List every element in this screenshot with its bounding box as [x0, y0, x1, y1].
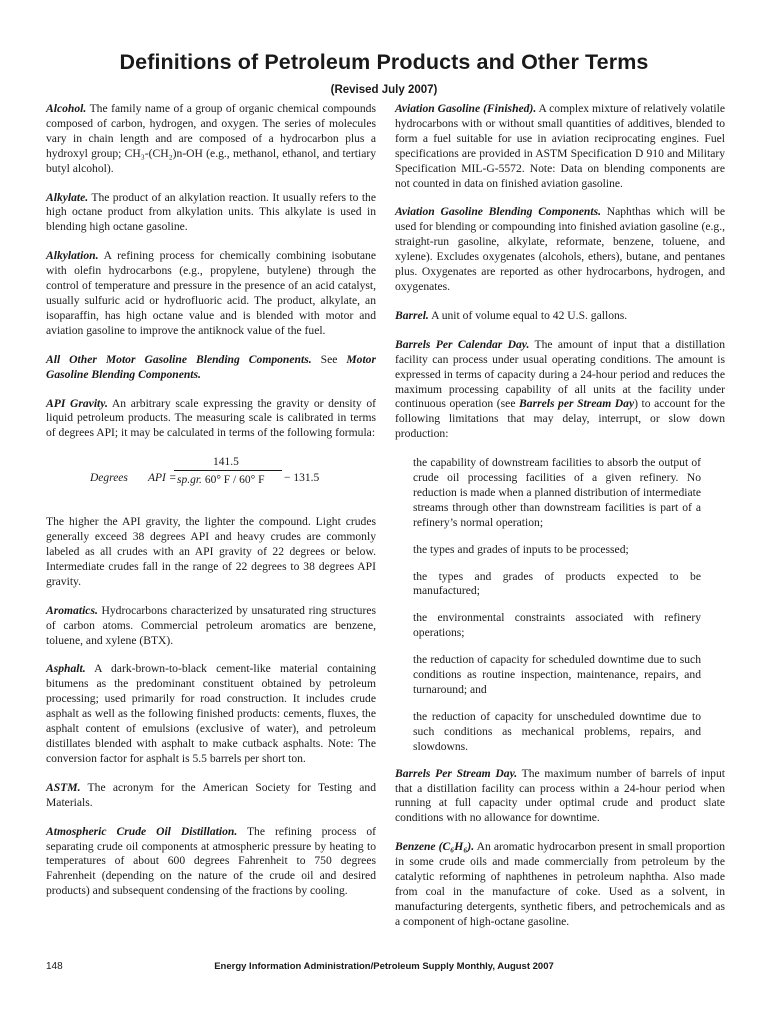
definition-aviation-blending — [395, 205, 725, 294]
term-api-gravity: API Gravity. — [46, 396, 108, 410]
definition-text: A dark-brown-to-black cement-like material containing bitumens as the predominant constituent obtained by petroleum processing; used primarily for road construction. It includes crude asphalt as well as the following finished products: cements, fluxes, the asphalt content of emulsions (exclusive of water), and petroleum distillates blended with asphalt to make cutback asphalts. Note: The conversion factor for asphalt is 5.5 barrels per short ton. — [46, 662, 376, 765]
definition-text: A unit of volume equal to 42 U.S. gallons. — [428, 308, 628, 322]
term-barrels-per-calendar-day: Barrels Per Calendar Day. — [395, 337, 530, 351]
term-alkylation: Alkylation. — [46, 249, 99, 263]
api-gravity-note: The higher the API gravity, the lighter the compound. Light crudes generally exceed 38 degrees API and heavy crudes are commonly labeled as all crudes with an API gravity of 22 degrees or below. Intermediate crudes fall in the range of 22 degrees to 38 degrees API gravity. — [46, 515, 376, 588]
definition-text: The family name of a group of organic chemical compounds composed of carbon, hydrogen, and oxygen. The series of molecules vary in chain length and are composed of a hydrocarbon plus a hydroxyl group; CH₃-(CH₂)n-OH (e.g., methanol, ethanol, and tertiary butyl alcohol). — [46, 102, 376, 175]
limitation-item: the types and grades of products expected to be manufactured; — [413, 569, 701, 598]
definition-benzene — [395, 840, 725, 929]
limitation-item: the reduction of capacity for unscheduled downtime due to such conditions as mechanical problems, repairs, and slowdowns. — [413, 709, 701, 753]
definition-barrels-per-calendar-day — [395, 338, 725, 442]
term-barrels-per-stream-day: Barrels Per Stream Day. — [395, 766, 518, 780]
formula-numerator: 141.5 — [213, 456, 239, 469]
definition-text: The refining process of separating crude oil components at atmospheric pressure by heating to temperatures of about 600 degrees Fahrenheit to 750 degrees Fahrenheit (depending on the nature of the crude oil and desired products) and subsequent condensing of the fractions by cooling. — [46, 824, 376, 898]
page-title: Definitions of Petroleum Products and Other Terms — [119, 50, 649, 74]
formula-temperature: 60° F / 60° F — [201, 474, 265, 487]
definition-text: Naphthas which will be used for blending or compounding into finished aviation gasoline (e.g., straight-run gasoline, alkylate, reformate, benzene, toluene, and xylene). Excludes oxygenates (alcohols, ethers), butane, and pentanes plus. Oxygenates are reported as other hydrocarbons, hydrogen, and oxygenates. — [395, 205, 725, 293]
definition-aromatics — [46, 604, 376, 649]
definition-text: An aromatic hydrocarbon present in small proportion in some crude oils and made commercially from petroleum by the catalytic reforming of naphthenes in petroleum naphtha. Also made from coal in the manufacture of coke. Used as a solvent, in manufacturing detergents, synthetic fibers, and petrochemicals and as a component of high-octane gasoline. — [395, 840, 725, 928]
term-aviation-gasoline: Aviation Gasoline (Finished). — [395, 102, 537, 115]
definition-text: See — [311, 352, 347, 366]
term-alcohol: Alcohol. — [46, 102, 87, 115]
definition-text: The maximum number of barrels of input that a distillation facility can process within a 24-hour period when running at full capacity under optimal crude and product slate conditions with no allowance for downtime. — [395, 766, 725, 825]
definition-text: ) to account for the following limitations that may delay, interrupt, or slow down production: — [395, 397, 725, 441]
definition-text: A refining process for chemically combining isobutane with olefin hydrocarbons (e.g., propylene, butylene) through the control of temperature and pressure in the presence of an acid catalyst, usually sulfuric acid or hydrofluoric acid. The product, alkylate, an isoparaffin, has high octane value and is blended with motor and aviation gasoline to improve the antiknock value of the fuel. — [46, 249, 376, 337]
page-number: 148 — [46, 961, 63, 972]
revision-date: (Revised July 2007) — [330, 84, 438, 96]
term-all-other: All Other Motor Gasoline Blending Components. — [46, 352, 312, 366]
term-benzene: Benzene (C₆H₆). — [395, 840, 475, 854]
formula-denominator — [177, 473, 265, 488]
api-formula — [46, 453, 376, 499]
cross-reference: Motor Gasoline Blending Components. — [46, 352, 376, 381]
definition-alcohol — [46, 102, 376, 177]
formula-sp-gr: sp.gr. — [177, 474, 202, 487]
formula-constant: − 131.5 — [284, 472, 320, 485]
definition-alkylate — [46, 191, 376, 236]
fraction-bar — [174, 470, 282, 471]
right-column — [395, 102, 725, 944]
definition-barrels-per-stream-day — [395, 767, 725, 827]
definition-asphalt — [46, 662, 376, 766]
term-atmospheric-distillation: Atmospheric Crude Oil Distillation. — [46, 824, 238, 838]
definition-all-other — [46, 353, 376, 383]
definition-text: Hydrocarbons characterized by unsaturated ring structures of carbon atoms. Commercial petroleum aromatics are benzene, toluene, and xylene (BTX). — [46, 603, 376, 647]
limitation-item: the types and grades of inputs to be processed; — [413, 542, 629, 556]
definition-atmospheric-distillation — [46, 825, 376, 900]
definition-text: The amount of input that a distillation facility can process under usual operating conditions. The amount is expressed in terms of capacity during a 24-hour period and reduces the maximum processing capability of all units at the facility under continuous operation (see — [395, 337, 725, 411]
formula-api: API = — [148, 472, 177, 485]
formula-degrees: Degrees — [90, 472, 128, 485]
definition-text: A complex mixture of relatively volatile hydrocarbons with or without small quantities of additives, blended to form a fuel suitable for use in aviation reciprocating engines. Fuel specifications are provided in ASTM Specification D 910 and Military Specification MIL-G-5572. Note: Data on blending components are not counted in data on finished aviation gasoline. — [395, 102, 725, 190]
term-astm: ASTM. — [46, 780, 81, 794]
definition-api-gravity — [46, 397, 376, 442]
limitation-item: the reduction of capacity for scheduled downtime due to such conditions as routine inspection, maintenance, repairs, and turnaround; and — [413, 653, 701, 696]
limitation-item: the environmental constraints associated with refinery operations; — [413, 611, 701, 640]
definition-barrel — [395, 309, 725, 324]
term-barrel: Barrel. — [395, 308, 429, 322]
term-alkylate: Alkylate. — [46, 190, 89, 204]
term-asphalt: Asphalt. — [46, 662, 86, 676]
limitation-item: the capability of downstream facilities to absorb the output of crude oil processing facilities of a given refinery. No reduction is made when a planned distribution of intermediate streams through other than downstream facilities is part of a refinery’s normal operation; — [413, 456, 701, 529]
definition-text: The product of an alkylation reaction. It usually refers to the high octane product from alkylation units. This alkylate is used in blending high octane gasoline. — [46, 190, 376, 234]
left-column — [46, 102, 376, 913]
footer-publication: Energy Information Administration/Petroleum Supply Monthly, August 2007 — [214, 961, 554, 972]
definition-astm — [46, 781, 376, 811]
term-aromatics: Aromatics. — [46, 603, 98, 617]
definition-text: An arbitrary scale expressing the gravity or density of liquid petroleum products. The measuring scale is calibrated in terms of degrees API; it may be calculated in terms of the following formula: — [46, 396, 376, 440]
term-aviation-blending: Aviation Gasoline Blending Components. — [395, 205, 602, 219]
cross-reference: Barrels per Stream Day — [519, 397, 635, 411]
definition-text: The acronym for the American Society for Testing and Materials. — [46, 780, 376, 809]
definition-aviation-gasoline — [395, 102, 725, 191]
definition-alkylation — [46, 249, 376, 338]
